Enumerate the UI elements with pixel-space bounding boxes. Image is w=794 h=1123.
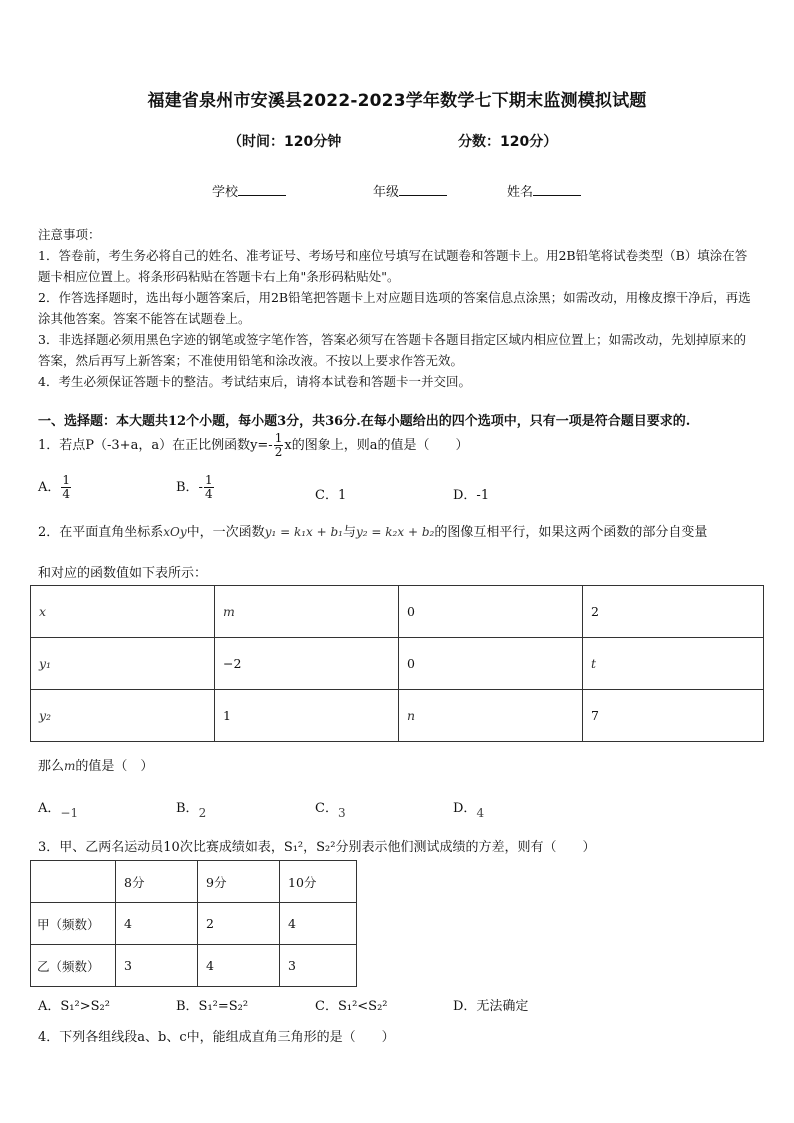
fraction-denominator: 4 xyxy=(62,487,71,501)
q3-option-b[interactable]: B．S₁²=S₂² xyxy=(176,999,249,1014)
table-cell: m xyxy=(215,586,399,638)
q1-fraction xyxy=(274,432,284,459)
table-cell: 1 xyxy=(215,690,399,742)
table-row xyxy=(31,945,357,987)
q2-option-b[interactable] xyxy=(176,797,207,820)
school-field xyxy=(212,181,286,200)
table-cell: x xyxy=(31,586,215,638)
q2-value-table xyxy=(30,585,764,742)
q1-option-c[interactable]: C．1 xyxy=(315,488,347,503)
table-cell: 甲（频数） xyxy=(31,903,116,945)
note-item: 3．非选择题必须用黑色字迹的钢笔或签字笔作答，答案必须写在答题卡各题目指定区域内相应位置上；如需改动，先划掉原来的答案，然后再写上新答案；不准使用铅笔和涂改液。不按以上要求作答无效。 xyxy=(38,332,746,368)
table-cell: 4 xyxy=(198,945,280,987)
name-field xyxy=(507,181,581,200)
exam-time: （时间：120分钟 xyxy=(228,134,342,150)
option-value: 2 xyxy=(198,806,207,820)
q3-option-d[interactable]: D．无法确定 xyxy=(453,999,529,1014)
table-cell: 乙（频数） xyxy=(31,945,116,987)
table-cell: 4 xyxy=(116,903,198,945)
q2-ask-text-b: 的值是（ ） xyxy=(75,759,154,774)
table-cell: 3 xyxy=(280,945,357,987)
table-cell: 0 xyxy=(399,586,583,638)
q2-text-b: 中，一次函数 xyxy=(186,525,265,540)
grade-blank xyxy=(399,182,447,196)
table-cell: y₂ xyxy=(31,690,215,742)
option-label: B．- xyxy=(176,480,203,495)
school-blank xyxy=(238,182,286,196)
q3-option-a[interactable]: A．S₁²>S₂² xyxy=(38,999,110,1014)
q2-ask-math-m: m xyxy=(64,759,76,773)
q2-option-a[interactable] xyxy=(38,797,79,820)
grade-field xyxy=(373,181,447,200)
table-cell: 0 xyxy=(399,638,583,690)
notes-section xyxy=(38,224,758,392)
table-cell: 4 xyxy=(280,903,357,945)
section-heading: 一、选择题：本大题共12个小题，每小题3分，共36分.在每小题给出的四个选项中，只有一项是符合题目要求的. xyxy=(38,414,691,429)
table-cell: 8分 xyxy=(116,861,198,903)
name-label: 姓名 xyxy=(507,185,534,200)
q1-option-d[interactable]: D．-1 xyxy=(453,488,490,503)
q1-option-b[interactable] xyxy=(176,474,215,501)
table-row xyxy=(31,638,764,690)
q2-question xyxy=(38,755,153,774)
fraction-numerator: 1 xyxy=(62,473,71,487)
fraction-numerator: 1 xyxy=(274,431,283,445)
table-cell: 10分 xyxy=(280,861,357,903)
option-value: 3 xyxy=(337,806,346,820)
table-row xyxy=(31,690,764,742)
name-blank xyxy=(533,182,581,196)
table-cell xyxy=(31,861,116,903)
note-item: 1．答卷前，考生务必将自己的姓名、准考证号、考场号和座位号填写在试题卷和答题卡上。用2B铅笔将试卷类型（B）填涂在答题卡相应位置上。将条形码粘贴在答题卡右上角"条形码粘贴处"。 xyxy=(38,248,748,284)
q2-option-d[interactable] xyxy=(453,797,485,820)
table-cell: n xyxy=(399,690,583,742)
notes-heading: 注意事项： xyxy=(38,227,101,242)
grade-label: 年级 xyxy=(373,185,400,200)
table-cell: 9分 xyxy=(198,861,280,903)
fraction-denominator: 2 xyxy=(274,445,283,459)
question-2-stem xyxy=(38,521,707,540)
page-title: 福建省泉州市安溪县2022-2023学年数学七下期末监测模拟试题 xyxy=(147,91,647,111)
q2-math-xoy: xOy xyxy=(163,525,187,539)
q2-math-f1: y₁ = k₁x + b₁ xyxy=(264,525,343,539)
table-cell: 7 xyxy=(583,690,764,742)
option-fraction xyxy=(61,474,71,501)
q2-text-a: 2．在平面直角坐标系 xyxy=(38,525,164,540)
question-4-stem: 4．下列各组线段a、b、c中，能组成直角三角形的是（ ） xyxy=(38,1030,395,1045)
q1-text-a: 1．若点P（-3+a，a）在正比例函数y=- xyxy=(38,438,273,453)
option-label: A． xyxy=(38,480,61,495)
q2-ask-text-a: 那么 xyxy=(38,759,65,774)
table-cell: −2 xyxy=(215,638,399,690)
table-cell: 2 xyxy=(583,586,764,638)
table-row xyxy=(31,903,357,945)
option-label: D． xyxy=(453,801,477,816)
school-label: 学校 xyxy=(212,185,239,200)
option-label: B． xyxy=(176,801,199,816)
fraction-numerator: 1 xyxy=(204,473,213,487)
q3-option-c[interactable]: C．S₁²<S₂² xyxy=(315,999,388,1014)
table-row xyxy=(31,861,357,903)
exam-score: 分数：120分） xyxy=(458,134,558,150)
table-row xyxy=(31,586,764,638)
table-cell: y₁ xyxy=(31,638,215,690)
q1-text-b: x的图象上，则a的值是（ ） xyxy=(284,438,469,453)
fraction-denominator: 4 xyxy=(204,487,213,501)
question-1-stem xyxy=(38,432,468,459)
table-cell: t xyxy=(583,638,764,690)
question-2-stem-cont: 和对应的函数值如下表所示： xyxy=(38,566,208,581)
option-label: A． xyxy=(38,801,61,816)
option-value: 4 xyxy=(476,806,485,820)
q3-frequency-table xyxy=(30,860,357,987)
q2-math-f2: y₂ = k₂x + b₂ xyxy=(356,525,435,539)
option-value: −1 xyxy=(60,806,79,820)
q2-option-c[interactable] xyxy=(315,797,346,820)
table-cell: 2 xyxy=(198,903,280,945)
q1-option-a[interactable] xyxy=(38,474,72,501)
note-item: 2．作答选择题时，选出每小题答案后，用2B铅笔把答题卡上对应题目选项的答案信息点涂黑；如需改动，用橡皮擦干净后，再选涂其他答案。答案不能答在试题卷上。 xyxy=(38,290,751,326)
question-3-stem: 3．甲、乙两名运动员10次比赛成绩如表，S₁²，S₂²分别表示他们测试成绩的方差，则有（ ） xyxy=(38,840,596,855)
note-item: 4．考生必须保证答题卡的整洁。考试结束后，请将本试卷和答题卡一并交回。 xyxy=(38,374,471,389)
q2-text-d: 的图像互相平行，如果这两个函数的部分自变量 xyxy=(434,525,708,540)
option-label: C． xyxy=(315,801,338,816)
option-fraction xyxy=(204,474,214,501)
table-cell: 3 xyxy=(116,945,198,987)
q2-text-c: 与 xyxy=(343,525,357,540)
